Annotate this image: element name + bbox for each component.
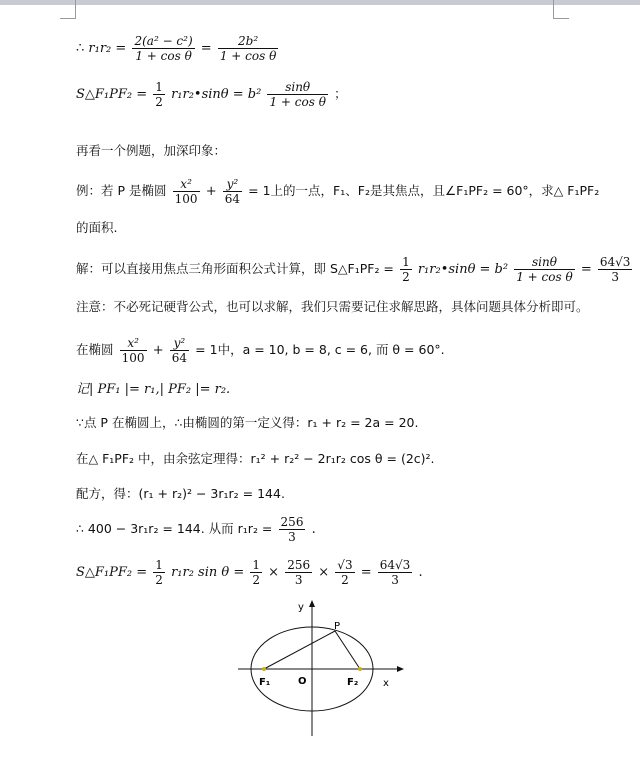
fraction: $\frac{\sin\theta}{\text{1 + cos θ}}$ xyxy=(269,80,326,109)
fraction-result: $\frac{64√3}{3}$ xyxy=(599,255,631,284)
example-area-text: 的面积. xyxy=(76,220,118,235)
define-line: 记| PF₁ |= r₁,| PF₂ |= r₂. xyxy=(76,382,231,397)
segment-pf2 xyxy=(335,631,360,669)
derive-line: ∴ 400 − 3r₁r₂ = 144. 从而 r₁r₂ = $\frac{256}{3}$ . xyxy=(76,515,316,544)
ellipse-params-line: 在椭圆 $\frac{\text{x²}}{100}$ + $\frac{\text{y²}}{64}$ = 1中，a = 10, b = 8, c = 6, 而 θ = 60°. xyxy=(76,336,445,365)
intro-text: 再看一个例题，加深印象： xyxy=(76,143,227,158)
focus-f1-dot xyxy=(262,667,266,671)
x-axis-label: x xyxy=(383,678,389,689)
segment-pf1 xyxy=(264,631,335,669)
fraction-sqrt3: $\frac{√3}{2}$ xyxy=(337,558,353,587)
final-area-line: S△F₁PF₂ = $\frac{1}{2}$ r₁r₂ sin θ = $\frac{1}{2}$ × $\frac{256}{3}$ × $\frac{√3}{2}$ = $\frac{64√3}{3}$ . xyxy=(76,558,423,587)
point-line: ∵点 P 在椭圆上，∴由椭圆的第一定义得：r₁ + r₂ = 2a = 20. xyxy=(76,415,419,430)
fraction: $\frac{\text{2b²}}{\text{1 + cos θ}}$ xyxy=(219,34,277,63)
focus-f1-label: F₁ xyxy=(259,677,271,688)
fraction-result: $\frac{64√3}{3}$ xyxy=(379,558,411,587)
fraction-half: $\frac{1}{2}$ xyxy=(155,558,163,587)
crop-mark-right xyxy=(553,0,569,19)
solution-line: 解：可以直接用焦点三角形面积公式计算，即 S△F₁PF₂ = $\frac{1}{2}$ r₁r₂•sinθ = b² $\frac{\sin\theta}{\text{1 + cos θ}}$ = $\frac{64√3}{3}$ xyxy=(76,255,631,284)
focus-f2-dot xyxy=(358,667,362,671)
fraction-half: $\frac{1}{2}$ xyxy=(155,80,163,109)
point-p-label: P xyxy=(334,621,341,632)
area-formula: S△F₁PF₂ = $\frac{1}{2}$ r₁r₂•sinθ = b² $\frac{\sin\theta}{\text{1 + cos θ}}$ ； xyxy=(76,80,347,109)
fraction: $\frac{\sin\theta}{\text{1 + cos θ}}$ xyxy=(516,255,573,284)
y-axis-arrow xyxy=(309,600,315,607)
note-text: 注意：不必死记硬背公式，也可以求解，我们只需要记住求解思路，具体问题具体分析即可。 xyxy=(76,299,589,314)
cosine-line: 在△ F₁PF₂ 中，由余弦定理得：r₁² + r₂² − 2r₁r₂ cos θ = (2c)². xyxy=(76,451,435,466)
fraction-x: $\frac{\text{x²}}{100}$ xyxy=(174,177,198,206)
ellipse-figure xyxy=(230,596,410,746)
fraction-half: $\frac{1}{2}$ xyxy=(402,255,410,284)
x-axis-arrow xyxy=(397,666,404,672)
origin-label: O xyxy=(298,676,307,687)
fraction-y: $\frac{\text{y²}}{64}$ xyxy=(224,177,241,206)
focus-f2-label: F₂ xyxy=(347,677,359,688)
fraction-256: $\frac{256}{3}$ xyxy=(280,515,304,544)
window-top-bar xyxy=(0,0,640,5)
fraction: $\frac{\text{2(a² − c²)}}{\text{1 + cos θ}}$ xyxy=(134,34,193,63)
fraction-y: $\frac{\text{y²}}{64}$ xyxy=(171,336,188,365)
crop-mark-left xyxy=(60,0,76,19)
example-problem: 例：若 P 是椭圆 $\frac{\text{x²}}{100}$ + $\frac{\text{y²}}{64}$ = 1上的一点，F₁、F₂是其焦点，且∠F₁PF₂ = 60°，求△ F₁PF₂ xyxy=(76,177,600,206)
square-line: 配方，得：(r₁ + r₂)² − 3r₁r₂ = 144. xyxy=(76,486,285,501)
fraction-half: $\frac{1}{2}$ xyxy=(252,558,261,587)
r1r2-formula: ∴ r₁r₂ = $\frac{\text{2(a² − c²)}}{\text{1 + cos θ}}$ = $\frac{\text{2b²}}{\text{1 + cos θ}}$ xyxy=(76,34,277,63)
fraction-x: $\frac{\text{x²}}{100}$ xyxy=(121,336,145,365)
fraction-256: $\frac{256}{3}$ xyxy=(287,558,311,587)
y-axis-label: y xyxy=(298,602,304,613)
